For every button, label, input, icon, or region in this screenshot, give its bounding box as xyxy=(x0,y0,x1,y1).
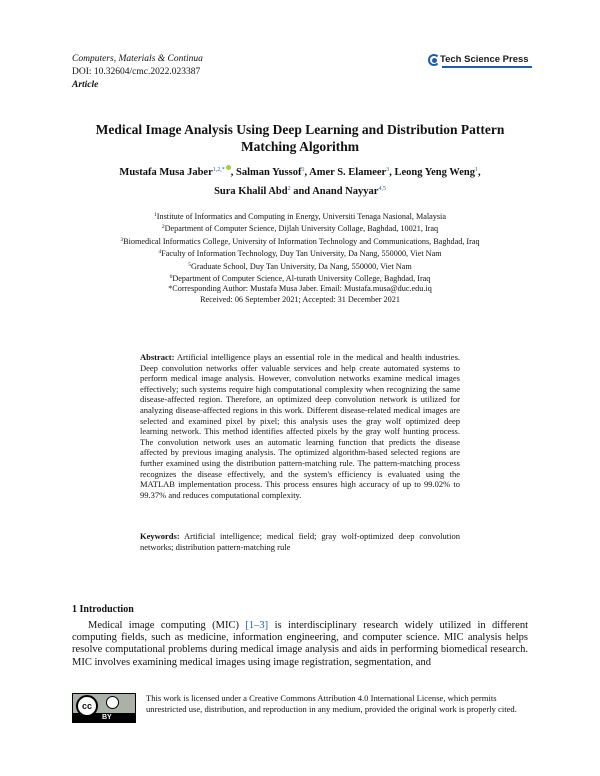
affiliation: $^1$Institute of Informatics and Computing in Energy, Universiti Tenaga Nasional, Malaysia xyxy=(154,212,446,221)
affiliation: $^3$Biomedical Informatics College, University of Information Technology and Communications, Baghdad, Iraq xyxy=(120,236,480,246)
journal-name: Computers, Materials & Continua xyxy=(72,54,203,64)
keywords-label: Keywords: xyxy=(140,531,180,541)
license-text: This work is licensed under a Creative Commons Attribution 4.0 International License, which permits unrestricted use, distribution, and reproduction in any medium, provided the original work is properly cited. xyxy=(146,693,517,714)
publisher-logo[interactable] xyxy=(428,52,532,68)
received-dates: Received: 06 September 2021; Accepted: 31 December 2021 xyxy=(200,294,400,304)
abstract-text: Artificial intelligence plays an essential role in the medical and health industries. Deep convolution networks offer valuable services and help create automated systems to perform medical image analysis. However, convolution networks examine medical images effectively; such systems require high computational complexity when recognizing the same disease-affected region. Therefore, an optimized deep convolution network is utilized for analyzing disease-affected regions in this work. Different disease-related medical images are selected and examined pixel by pixel; this analysis uses the gray wolf optimized deep learning network. This method identifies affected pixels by the gray wolf hunting process. The convolution network uses an automatic learning function that predicts the disease affected by previous imaging analysis. The optimized algorithm-based selected regions are further examined using the distribution pattern-matching rule. The pattern-matching process recognizes the disease effectively, and the system's efficiency is evaluated using the MATLAB implementation process. This process ensures high accuracy of up to 99.02% to 99.37% and reduces computational complexity. xyxy=(140,352,460,500)
author: Sura Khalil Abd$^2$ xyxy=(214,186,291,197)
author: Mustafa Musa Jaber$^{1,2,*}$ xyxy=(119,167,230,178)
affiliation: $^5$Graduate School, Duy Tan University, Da Nang, 550000, Viet Nam xyxy=(188,261,412,271)
affiliation: $^2$Department of Computer Science, Dijlah University Collage, Baghdad, 10021, Iraq xyxy=(161,224,439,234)
abstract xyxy=(140,352,460,500)
cc-by-badge[interactable] xyxy=(72,693,136,723)
keywords xyxy=(140,531,460,552)
keywords-text: Artificial intelligence; medical field; gray wolf-optimized deep convolution networks; distribution pattern-matching rule xyxy=(140,531,460,552)
section-heading: 1 Introduction xyxy=(72,604,134,615)
author: Leong Yeng Weng$^1$ xyxy=(394,167,478,178)
publisher-name: Tech Science Press xyxy=(440,54,529,65)
attribution-icon xyxy=(106,696,119,709)
paper-title: Medical Image Analysis Using Deep Learning and Distribution Pattern Matching Algorithm xyxy=(95,122,505,154)
abstract-label: Abstract: xyxy=(140,352,175,362)
affiliation: $^4$Faculty of Information Technology, Duy Tan University, Da Nang, 550000, Viet Nam xyxy=(158,249,442,259)
affiliations xyxy=(72,210,528,305)
citation-link[interactable]: [1–3] xyxy=(245,620,269,631)
author: Amer S. Elameer$^3$ xyxy=(309,167,390,178)
intro-paragraph: Medical image computing (MIC) [1–3] is interdisciplinary research widely utilized in different computing fields, such as medicine, information engineering, and computer science. MIC analysis helps resolve computational problems during medical image analysis and aids in performing biomedical research. MIC involves examining medical images using image registration, segmentation, and xyxy=(72,620,528,668)
author: Anand Nayyar$^{4,5}$ xyxy=(312,186,386,197)
cc-icon: cc xyxy=(76,695,98,717)
article-type: Article xyxy=(72,80,99,90)
corresponding-author: *Corresponding Author: Mustafa Musa Jaber. Email: Mustafa.musa@duc.edu.iq xyxy=(168,284,432,294)
by-label: BY xyxy=(102,714,112,721)
author: Salman Yussof$^1$ xyxy=(235,167,305,178)
affiliation: $^6$Department of Computer Science, Al-turath University College, Baghdad, Iraq xyxy=(169,274,431,284)
doi[interactable]: DOI: 10.32604/cmc.2022.023387 xyxy=(72,67,201,77)
author-list: Mustafa Musa Jaber$^{1,2,*}$ , Salman Yussof$^1$, Amer S. Elameer$^3$, Leong Yeng Weng$^1$, Sura Khalil Abd$^2$ and Anand Nayyar$^{4,5}$ xyxy=(119,167,481,197)
